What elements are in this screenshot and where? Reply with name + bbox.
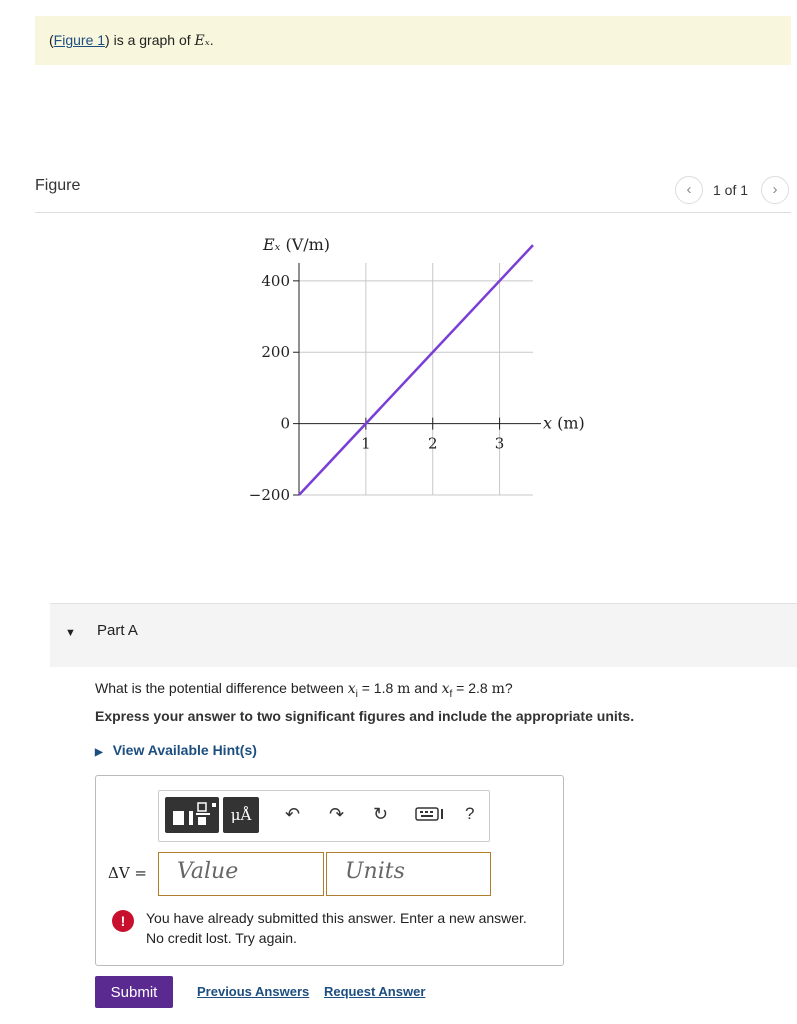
banner-suffix: .	[209, 32, 214, 48]
warning-icon: !	[112, 910, 134, 932]
question-end: ?	[504, 680, 513, 696]
y-tick-label: −200	[248, 486, 290, 504]
expand-triangle-icon: ▶	[95, 747, 103, 758]
xf-unit: m	[491, 681, 505, 697]
figure-pager	[675, 176, 791, 204]
hint-label: View Available Hint(s)	[112, 742, 257, 758]
question-prefix: What is the potential difference between	[95, 680, 348, 696]
prev-figure-button[interactable]	[675, 176, 703, 204]
part-a-header[interactable]	[50, 603, 797, 667]
series-line	[299, 245, 533, 495]
math-toolbar	[158, 790, 490, 842]
banner-middle: ) is a graph of	[105, 32, 195, 48]
x-tick-label: 2	[427, 434, 438, 453]
keyboard-icon[interactable]	[415, 806, 445, 827]
request-answer-link[interactable]: Request Answer	[324, 984, 426, 999]
y-tick-label: 400	[261, 271, 290, 290]
redo-icon[interactable]: ↷	[329, 804, 345, 824]
value-placeholder: Value	[177, 859, 239, 884]
warning-line-2: No credit lost. Try again.	[146, 930, 297, 946]
xf-value: = 2.8	[452, 680, 492, 696]
fraction-template-icon	[165, 797, 219, 833]
warning-message	[146, 908, 556, 948]
chevron-left-icon: ‹	[686, 181, 692, 198]
instruction-text: Express your answer to two significant figures and include the appropriate units.	[95, 708, 635, 724]
submit-button[interactable]: Submit	[95, 976, 173, 1008]
question-mid: and	[410, 680, 442, 696]
y-tick-label: 0	[280, 414, 290, 433]
y-tick-label: 200	[261, 343, 290, 362]
figure-link[interactable]: Figure 1	[53, 32, 106, 48]
answer-panel	[95, 775, 564, 966]
banner-text	[49, 32, 214, 49]
collapse-triangle-icon[interactable]: ▼	[65, 627, 76, 639]
warning-line-1: You have already submitted this answer. Enter a new answer.	[146, 910, 527, 926]
chevron-right-icon: ›	[772, 181, 778, 198]
help-button[interactable]: ?	[465, 804, 475, 823]
x-axis-label: x (m)	[543, 413, 585, 433]
xf-subscript: f	[449, 688, 453, 700]
figure-divider	[35, 212, 791, 213]
y-axis-label: Eₓ (V/m)	[263, 235, 331, 254]
pager-count: 1 of 1	[713, 182, 749, 198]
reset-icon[interactable]: ↻	[373, 804, 389, 824]
xi-symbol: x	[347, 681, 356, 697]
units-placeholder: Units	[345, 859, 405, 884]
question-text	[95, 680, 513, 700]
part-a-label: Part A	[97, 622, 138, 639]
next-figure-button[interactable]	[761, 176, 789, 204]
view-hints-link[interactable]	[95, 742, 257, 758]
template-button[interactable]	[165, 797, 219, 833]
xi-unit: m	[397, 681, 411, 697]
units-button[interactable]: μÅ	[223, 797, 259, 833]
x-tick-label: 3	[494, 434, 505, 453]
xf-symbol: x	[441, 681, 450, 697]
ex-vs-x-graph	[230, 225, 610, 515]
previous-answers-link[interactable]: Previous Answers	[197, 984, 310, 999]
units-input[interactable]	[326, 852, 491, 896]
banner-symbol: Eₓ	[194, 33, 210, 49]
x-tick-label: 1	[361, 434, 371, 453]
xi-subscript: i	[355, 688, 358, 700]
figure-title: Figure	[35, 177, 81, 194]
figure-intro-banner	[35, 16, 791, 65]
banner-prefix: (	[49, 32, 54, 48]
xi-value: = 1.8	[357, 680, 398, 696]
undo-icon[interactable]: ↶	[285, 804, 301, 824]
answer-label: ΔV =	[108, 864, 148, 882]
value-input[interactable]	[158, 852, 324, 896]
